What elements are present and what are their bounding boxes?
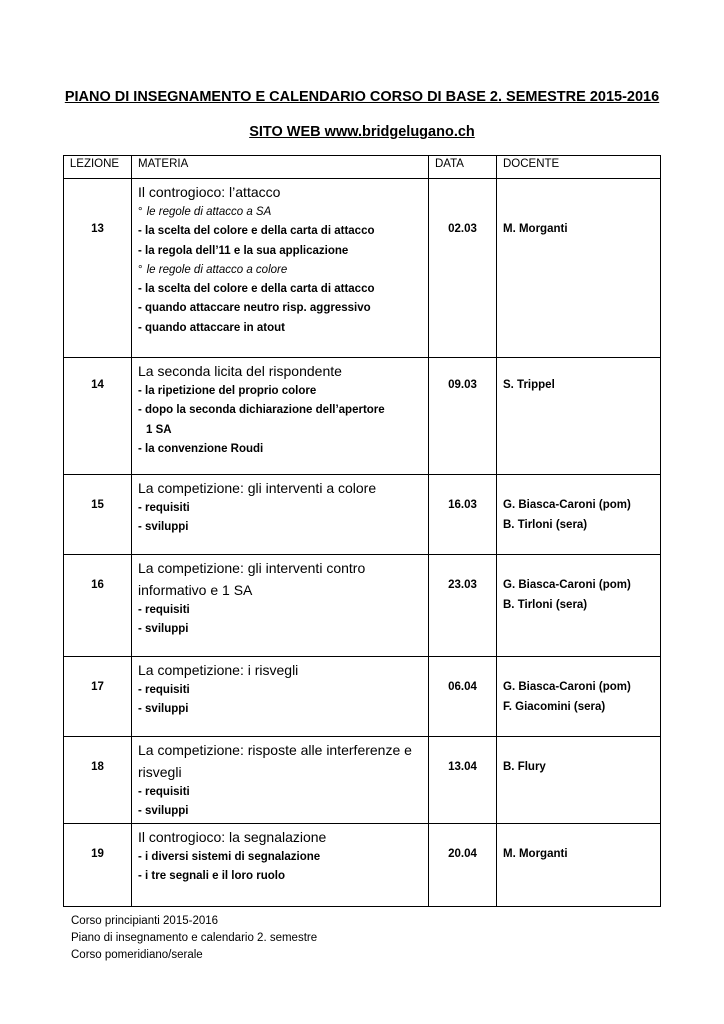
teacher-name: B. Flury [503, 761, 546, 773]
subject-heading: Il controgioco: la segnalazione [138, 829, 327, 845]
subject-line [138, 601, 422, 620]
subject-line-text: - quando attaccare neutro risp. aggressivo [138, 302, 371, 315]
lesson-number: 15 [64, 475, 132, 555]
table-row [64, 737, 661, 824]
lesson-date: 20.04 [429, 824, 497, 907]
lesson-subject [132, 475, 429, 555]
lesson-date: 13.04 [429, 737, 497, 824]
table-row [64, 358, 661, 475]
subject-line [138, 401, 422, 420]
table-row [64, 555, 661, 657]
subject-line-text: - sviluppi [138, 521, 189, 534]
lesson-subject [132, 657, 429, 737]
subject-line [138, 319, 422, 338]
lesson-subject [132, 555, 429, 657]
page-title: PIANO DI INSEGNAMENTO E CALENDARIO CORSO DI BASE 2. SEMESTRE 2015-2016 [64, 89, 660, 105]
subject-line [138, 203, 422, 222]
teacher-name: F. Giacomini (sera) [503, 701, 606, 713]
subject-line-text: 1 SA [146, 423, 172, 436]
subject-line-text: - i tre segnali e il loro ruolo [138, 870, 285, 883]
lesson-number: 14 [64, 358, 132, 475]
footer-line: Corso principianti 2015-2016 [71, 915, 219, 927]
teacher-name: M. Morganti [503, 848, 568, 860]
lesson-number: 18 [64, 737, 132, 824]
subject-line-text: - dopo la seconda dichiarazione dell’apertore [138, 404, 385, 417]
schedule-table [63, 155, 661, 907]
lesson-teacher [497, 737, 661, 824]
header-lezione: LEZIONE [64, 156, 132, 179]
subject-line [138, 299, 422, 318]
teacher-name: S. Trippel [503, 379, 555, 391]
subject-line [138, 848, 422, 867]
lesson-date: 06.04 [429, 657, 497, 737]
subject-line [138, 242, 422, 261]
lesson-number: 13 [64, 179, 132, 358]
subject-line [138, 620, 422, 639]
header-docente: DOCENTE [497, 156, 661, 179]
subject-line-text: - requisiti [138, 502, 190, 514]
subject-line-text: - la scelta del colore e della carta di attacco [138, 283, 375, 296]
subject-line [138, 261, 422, 280]
subject-line-text: - sviluppi [138, 805, 189, 818]
lesson-teacher [497, 358, 661, 475]
table-row [64, 475, 661, 555]
subject-line [138, 280, 422, 299]
lesson-teacher [497, 555, 661, 657]
header-materia: MATERIA [132, 156, 429, 179]
degree-bullet: ° [138, 263, 143, 276]
subject-line-text: - sviluppi [138, 623, 189, 636]
footer-line: Corso pomeridiano/serale [71, 949, 203, 961]
teacher-name: G. Biasca-Caroni (pom) [503, 499, 631, 511]
subject-line [138, 382, 422, 401]
subject-line [138, 681, 422, 700]
subject-line-text: - la ripetizione del proprio colore [138, 385, 317, 397]
lesson-number: 17 [64, 657, 132, 737]
table-row [64, 824, 661, 907]
subject-line-text: le regole di attacco a SA [146, 206, 272, 218]
subject-line [138, 499, 422, 518]
table-header-row [64, 156, 661, 179]
teacher-name: M. Morganti [503, 223, 568, 235]
footer [71, 913, 317, 964]
subject-line [138, 518, 422, 537]
subject-line [138, 222, 422, 241]
subject-heading: Il controgioco: l’attacco [138, 184, 281, 200]
subject-line [138, 783, 422, 802]
subject-line-text: - i diversi sistemi di segnalazione [138, 851, 321, 863]
subject-line-text: - requisiti [138, 786, 190, 798]
website-subtitle: SITO WEB www.bridgelugano.ch [249, 124, 475, 140]
teacher-name: G. Biasca-Caroni (pom) [503, 579, 631, 591]
subject-line-text: - sviluppi [138, 703, 189, 716]
teacher-name: G. Biasca-Caroni (pom) [503, 681, 631, 693]
subject-heading: La competizione: i risvegli [138, 662, 299, 678]
lesson-teacher [497, 475, 661, 555]
subject-line-text: - quando attaccare in atout [138, 321, 285, 334]
subject-line [138, 440, 422, 459]
teacher-name: B. Tirloni (sera) [503, 599, 588, 611]
subject-line-text: - requisiti [138, 684, 190, 696]
lesson-subject [132, 179, 429, 358]
lesson-number: 16 [64, 555, 132, 657]
subject-line [138, 867, 422, 886]
subject-line [138, 421, 422, 440]
subject-line-text: - la convenzione Roudi [138, 442, 264, 455]
lesson-date: 16.03 [429, 475, 497, 555]
lesson-date: 02.03 [429, 179, 497, 358]
subject-line-text: - requisiti [138, 604, 190, 616]
header-data: DATA [429, 156, 497, 179]
lesson-subject [132, 824, 429, 907]
table-row [64, 657, 661, 737]
table-row [64, 179, 661, 358]
lesson-teacher [497, 824, 661, 907]
lesson-date: 09.03 [429, 358, 497, 475]
subject-line [138, 802, 422, 821]
subject-heading: La competizione: gli interventi contro informativo e 1 SA [138, 560, 366, 598]
lesson-teacher [497, 179, 661, 358]
subject-line-text: - la regola dell’11 e la sua applicazione [138, 244, 349, 257]
lesson-teacher [497, 657, 661, 737]
footer-line: Piano di insegnamento e calendario 2. semestre [71, 932, 318, 944]
subject-line-text: le regole di attacco a colore [146, 263, 288, 276]
lesson-number: 19 [64, 824, 132, 907]
subject-heading: La competizione: gli interventi a colore [138, 480, 377, 496]
lesson-subject [132, 358, 429, 475]
lesson-subject [132, 737, 429, 824]
teacher-name: B. Tirloni (sera) [503, 519, 588, 531]
subject-heading: La seconda licita del rispondente [138, 363, 342, 379]
degree-bullet: ° [138, 206, 143, 218]
subject-line-text: - la scelta del colore e della carta di attacco [138, 225, 375, 238]
subject-heading: La competizione: risposte alle interferenze e risvegli [138, 742, 412, 780]
subject-line [138, 700, 422, 719]
lesson-date: 23.03 [429, 555, 497, 657]
